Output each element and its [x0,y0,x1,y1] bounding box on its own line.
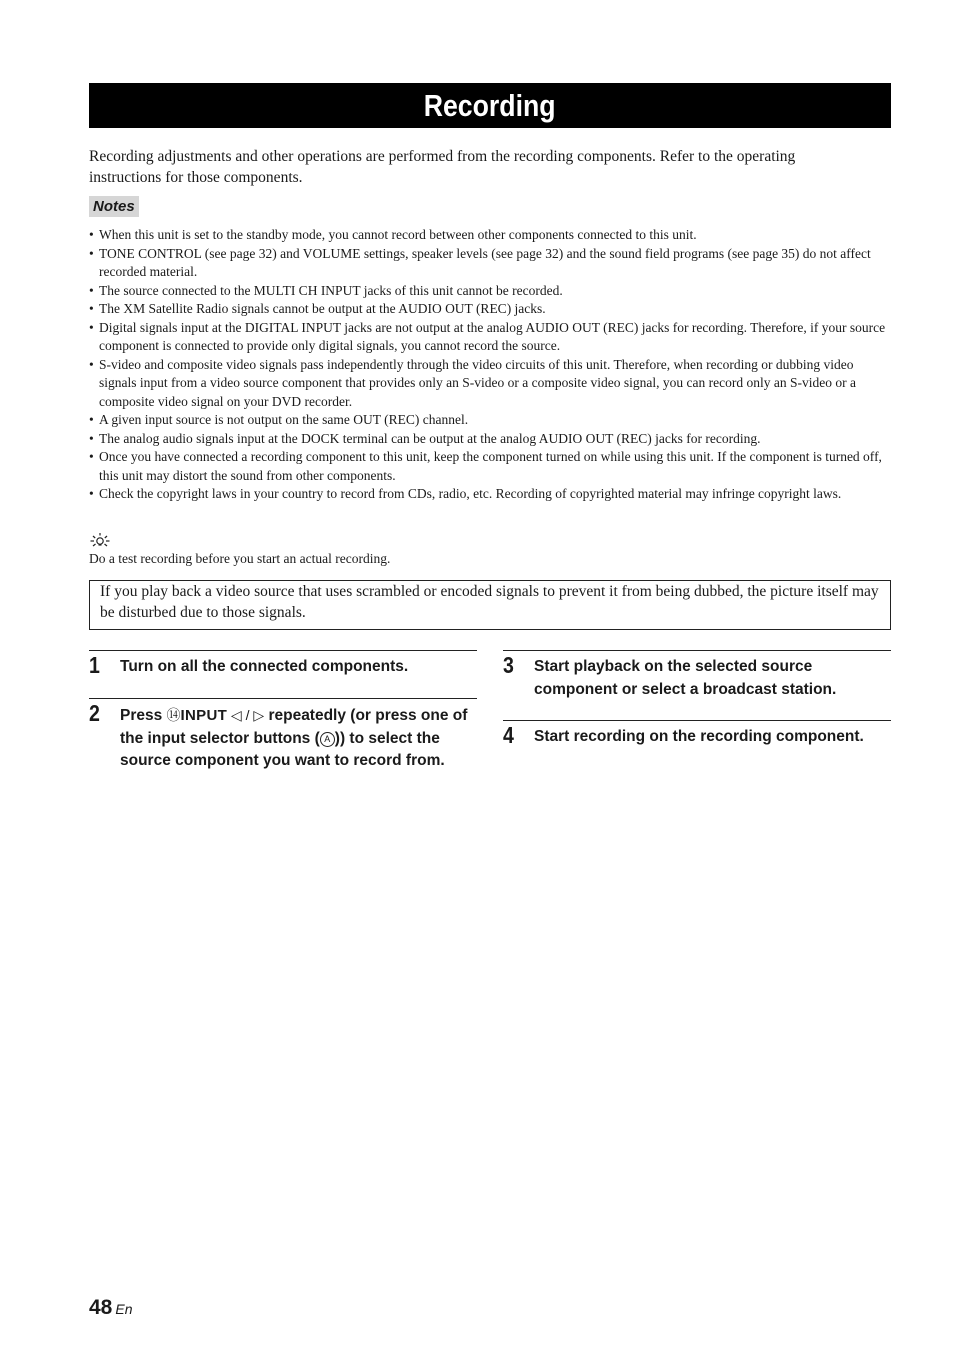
note-item: • The analog audio signals input at the DOCK terminal can be output at the analog AUDIO OUT (REC) jacks for recording. [89,430,891,449]
page-language: En [115,1301,133,1317]
step-2 [89,698,477,773]
page-title: Recording [424,88,556,123]
note-item: • Check the copyright laws in your country to record from CDs, radio, etc. Recording of copyrighted material may infringe copyright laws. [89,485,891,504]
left-right-arrow-icons: ◁ / ▷ [227,707,265,723]
input-key-label: INPUT [180,707,228,724]
note-item: • The XM Satellite Radio signals cannot be output at the AUDIO OUT (REC) jacks. [89,300,891,319]
note-item: • S-video and composite video signals pass independently through the video circuits of this unit. Therefore, when recording or dubbing video signals input from a video source component that provides only an S-video or a composite video signal, you can record only an S-video or a composite video signal on your DVD recorder. [89,356,891,412]
button-letter-icon: A [320,732,335,747]
page-number: 48 [89,1296,113,1319]
note-item: • A given input source is not output on the same OUT (REC) channel. [89,411,891,430]
note-item: • The source connected to the MULTI CH INPUT jacks of this unit cannot be recorded. [89,282,891,301]
page-title-bar [89,83,891,128]
step-press-text: Press [120,707,167,724]
step-text: Start recording on the recording component. [534,728,864,745]
step-1 [89,650,477,679]
warning-box: If you play back a video source that uses scrambled or encoded signals to prevent it from being dubbed, the picture itself may be disturbed due to those signals. [89,580,891,630]
note-item: • Digital signals input at the DIGITAL INPUT jacks are not output at the analog AUDIO OUT (REC) jacks for recording. Therefore, if your source component is connected to provide only digital signals, you cannot record the source. [89,319,891,356]
notes-label: Notes [89,196,139,217]
step-number: 3 [503,652,514,678]
step-mid-text: repeatedly (or press one of the input selector buttons ( [120,707,468,747]
step-text: Turn on all the connected components. [120,658,409,675]
step-text [120,704,477,773]
step-text: Start playback on the selected source component or select a broadcast station. [534,658,837,698]
key-number: ⑭ [166,707,181,723]
lightbulb-icon [89,532,111,548]
step-number: 2 [89,700,100,726]
step-end-text: )) to select the source component you want to record from. [120,729,445,769]
notes-list [89,226,891,504]
note-item: • When this unit is set to the standby mode, you cannot record between other components connected to this unit. [89,226,891,245]
note-item: • TONE CONTROL (see page 32) and VOLUME settings, speaker levels (see page 32) and the sound field programs (see page 35) do not affect recorded material. [89,245,891,282]
step-3 [503,650,891,701]
step-4 [503,720,891,749]
step-number: 1 [89,652,100,678]
intro-paragraph: Recording adjustments and other operations are performed from the recording components. Refer to the operating instructions for those components. [89,148,796,186]
page-footer [89,1294,132,1323]
step-number: 4 [503,722,514,748]
tip-text: Do a test recording before you start an actual recording. [89,551,391,566]
note-item: • Once you have connected a recording component to this unit, keep the component turned on while using this unit. If the component is turned off, this unit may distort the sound from other components. [89,448,891,485]
